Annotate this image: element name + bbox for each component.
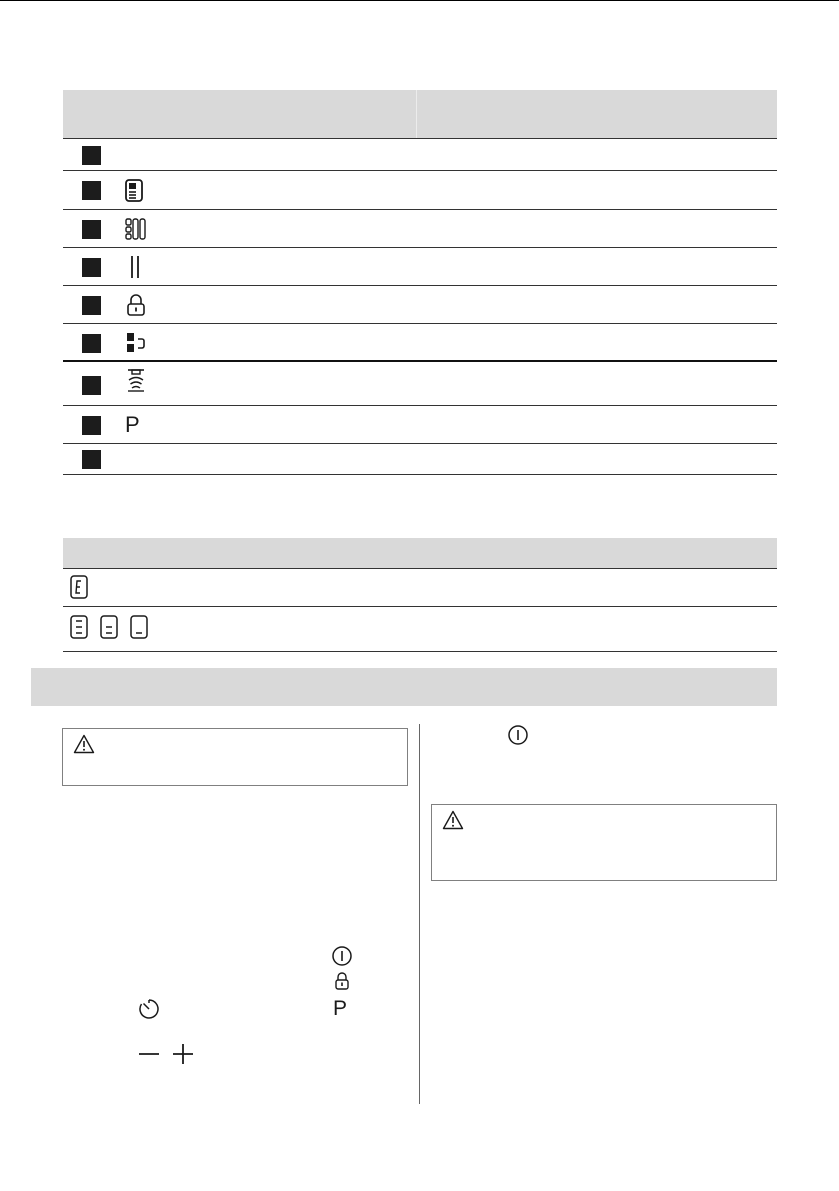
warning-triangle-icon <box>442 810 464 830</box>
row-marker-square <box>82 181 101 200</box>
single-zone-icon <box>122 177 150 205</box>
row-marker-square <box>82 220 101 239</box>
table-row <box>63 406 777 444</box>
warning-box <box>431 804 777 881</box>
table-row <box>63 171 777 210</box>
pause-icon <box>122 253 150 281</box>
row-marker-square <box>82 258 101 277</box>
table-row <box>63 362 777 406</box>
indicator-states-table <box>63 538 777 652</box>
section-heading-bar <box>31 668 777 706</box>
key-lock-icon <box>122 329 150 357</box>
top-rule <box>0 0 839 1</box>
plus-icon <box>171 1042 195 1066</box>
warning-box <box>62 728 408 786</box>
residual-heat-low-icon <box>130 615 148 639</box>
on-off-icon <box>507 724 529 746</box>
row-marker-square <box>82 450 101 469</box>
row-marker-square <box>82 146 101 165</box>
row-marker-square <box>82 296 101 315</box>
residual-heat-high-icon <box>70 615 88 639</box>
error-e-display-icon <box>70 575 88 599</box>
on-off-icon <box>331 945 353 967</box>
table-row <box>63 248 777 286</box>
lock-icon <box>333 971 351 991</box>
minus-icon <box>137 1042 161 1066</box>
bridge-zones-icon <box>122 215 150 243</box>
row-marker-square <box>82 334 101 353</box>
display-indicators-table <box>63 90 777 475</box>
timer-icon <box>137 997 161 1021</box>
table-row <box>63 286 777 324</box>
residual-heat-medium-icon <box>100 615 118 639</box>
table-header <box>63 538 777 569</box>
table-row <box>63 607 777 652</box>
row-marker-square <box>82 416 101 435</box>
column-divider <box>419 724 420 1104</box>
table-row <box>63 210 777 248</box>
hob-hood-icon <box>122 366 150 394</box>
p-letter: P <box>333 997 348 1020</box>
table-row <box>63 139 777 171</box>
table-header <box>63 90 777 139</box>
table-row <box>63 569 777 607</box>
p-letter: P <box>125 412 140 437</box>
lock-icon <box>122 291 150 319</box>
header-column-separator <box>416 90 417 138</box>
row-marker-square <box>82 376 101 395</box>
table-row <box>63 444 777 475</box>
warning-triangle-icon <box>73 734 95 754</box>
table-row <box>63 324 777 362</box>
